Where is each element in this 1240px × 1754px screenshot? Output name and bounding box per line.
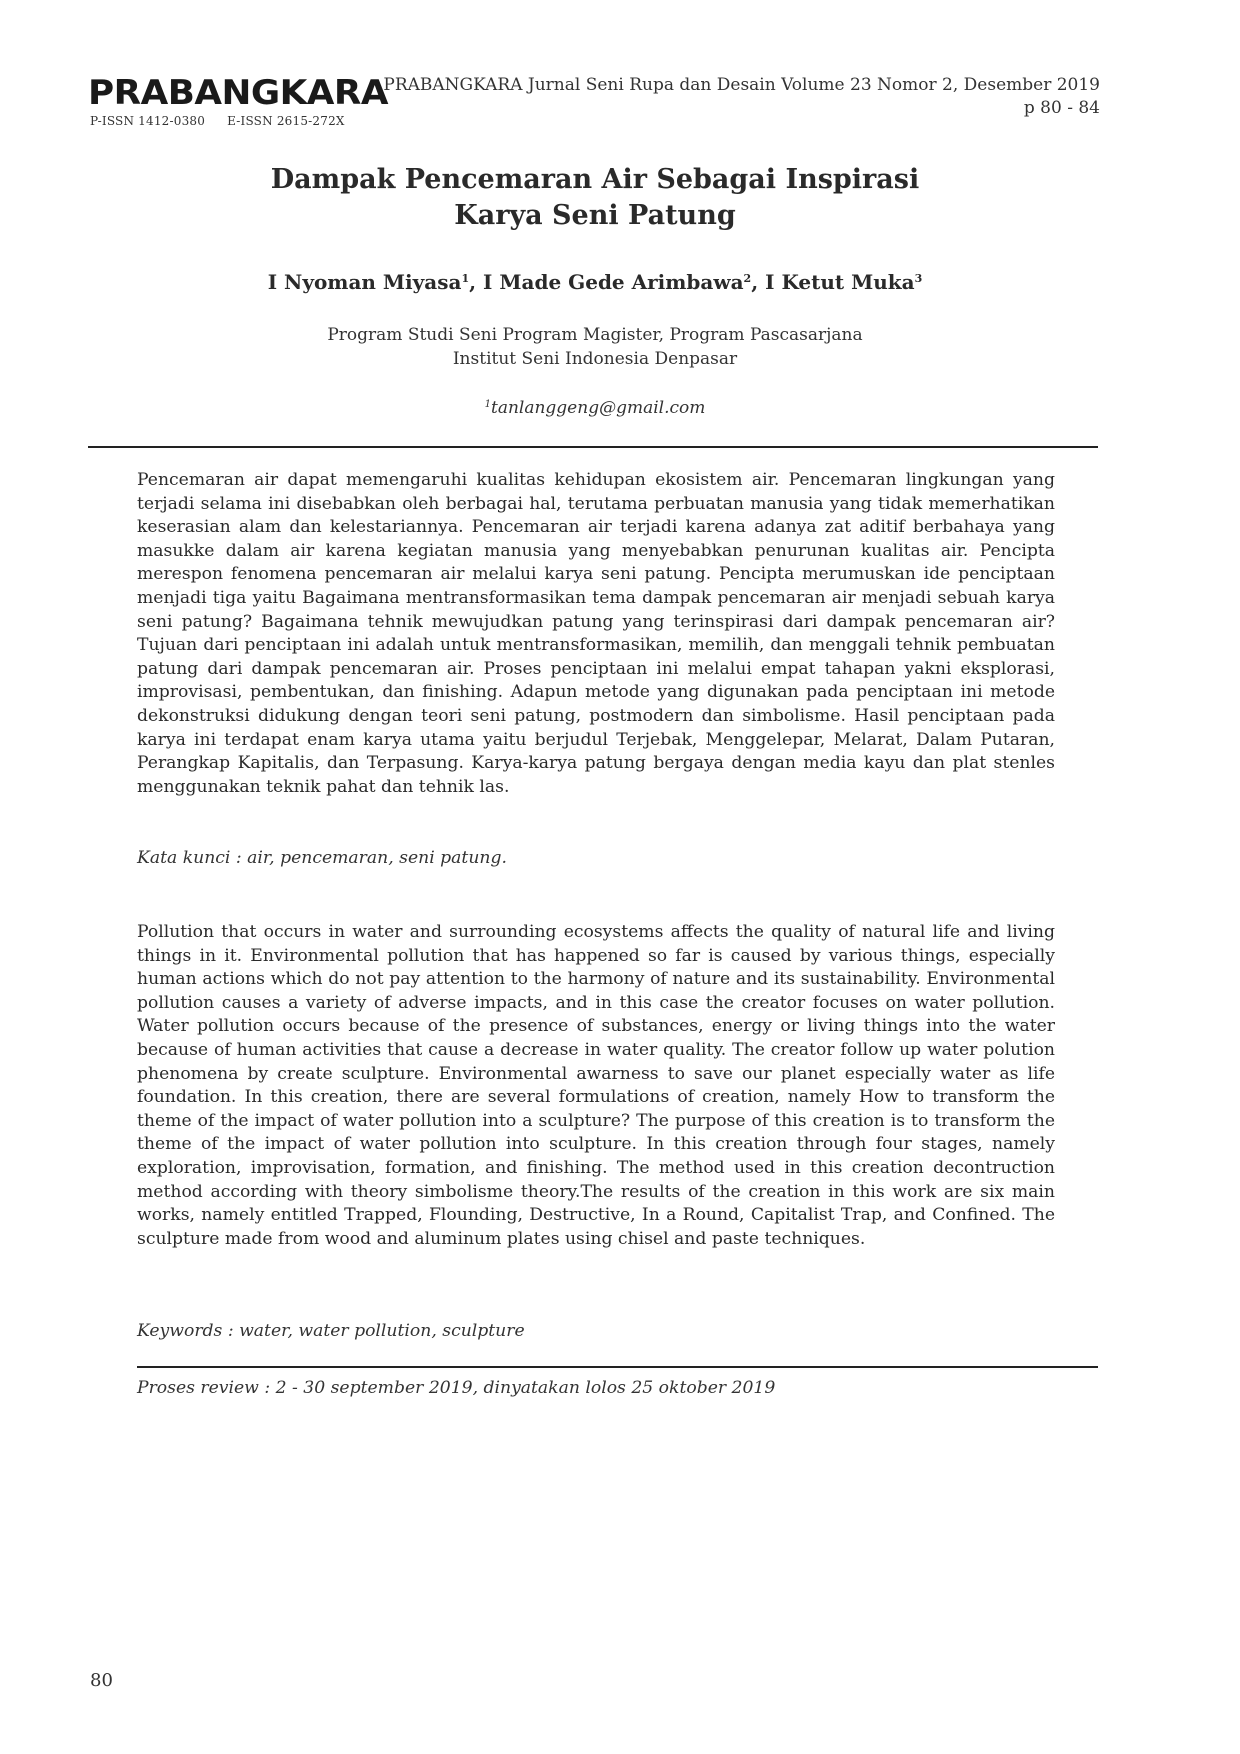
page-range: p 80 - 84 — [1023, 98, 1100, 118]
journal-logo: PRABANGKARA — [88, 73, 388, 113]
author-name: I Nyoman Miyasa — [267, 270, 462, 294]
affiliation-program: Program Studi Seni Program Magister, Program Pascasarjana — [327, 325, 863, 345]
page-number: 80 — [90, 1670, 113, 1691]
affiliation — [0, 323, 1190, 371]
author-affiliation-mark: 1 — [461, 272, 470, 285]
article-title — [0, 162, 1190, 234]
affiliation-institution: Institut Seni Indonesia Denpasar — [452, 349, 738, 369]
author-list: I Nyoman Miyasa$^1$, I Made Gede Arimbawa$^2$, I Ketut Muka$^3$ — [267, 270, 923, 294]
abstract-indonesian: Pencemaran air dapat memengaruhi kualitas kehidupan ekosistem air. Pencemaran lingkungan yang terjadi selama ini disebabkan oleh berbagai hal, terutama perbuatan manusia yang tidak memerhatikan keserasian alam dan kelestariannya. Pencemaran air terjadi karena adanya zat aditif berbahaya yang masukke dalam air karena kegiatan manusia yang menyebabkan penurunan kualitas air. Pencipta merespon fenomena pencemaran air melalui karya seni patung. Pencipta merumuskan ide penciptaan menjadi tiga yaitu Bagaimana mentransformasikan tema dampak pencemaran air menjadi sebuah karya seni patung? Bagaimana tehnik mewujudkan patung yang terinspirasi dari dampak pencemaran air? Tujuan dari penciptaan ini adalah untuk mentransformasikan, memilih, dan menggali tehnik pembuatan patung dari dampak pencemaran air. Proses penciptaan ini melalui empat tahapan yakni eksplorasi, improvisasi, pembentukan, dan finishing. Adapun metode yang digunakan pada penciptaan ini metode dekonstruksi didukung dengan teori seni patung, postmodern dan simbolisme. Hasil penciptaan pada karya ini terdapat enam karya utama yaitu berjudul Terjebak, Menggelepar, Melarat, Dalam Putaran, Perangkap Kapitalis, dan Terpasung. Karya-karya patung bergaya dengan media kayu dan plat stenles menggunakan teknik pahat dan tehnik las. — [137, 470, 1055, 797]
journal-citation: PRABANGKARA Jurnal Seni Rupa dan Desain Volume 23 Nomor 2, Desember 2019 — [383, 75, 1100, 95]
title-line-2: Karya Seni Patung — [454, 200, 736, 231]
p-issn: P-ISSN 1412-0380 — [90, 114, 206, 128]
correspondence-email — [0, 398, 1190, 418]
header-divider — [88, 446, 1098, 448]
footer-divider — [137, 1366, 1098, 1368]
keywords-indonesian: Kata kunci : air, pencemaran, seni patung. — [137, 848, 507, 868]
title-line-1: Dampak Pencemaran Air Sebagai Inspirasi — [270, 164, 920, 195]
abstract-english: Pollution that occurs in water and surrounding ecosystems affects the quality of natural life and living things in it. Environmental pollution that has happened so far is caused by various things, especially human actions which do not pay attention to the harmony of nature and its sustainability. Environmental pollution causes a variety of adverse impacts, and in this case the creator focuses on water pollution. Water pollution occurs because of the presence of substances, energy or living things into the water because of human activities that cause a decrease in water quality. The creator follow up water polution phenomena by create sculpture. Environmental awarness to save our planet especially water as life foundation. In this creation, there are several formulations of creation, namely How to transform the theme of the impact of water pollution into a sculpture? The purpose of this creation is to transform the theme of the impact of water pollution into sculpture. In this creation through four stages, namely exploration, improvisation, formation, and finishing. The method used in this creation decontruction method according with theory simbolisme theory.The results of the creation in this work are six main works, namely entitled Trapped, Flounding, Destructive, In a Round, Capitalist Trap, and Confined. The sculpture made from wood and aluminum plates using chisel and paste techniques. — [137, 922, 1055, 1249]
e-issn: E-ISSN 2615-272X — [227, 114, 345, 128]
keywords-english: Keywords : water, water pollution, sculpture — [137, 1321, 525, 1341]
author-name: I Ketut Muka — [765, 270, 915, 294]
author-name: I Made Gede Arimbawa — [483, 270, 744, 294]
email-address: tanlanggeng@gmail.com — [490, 398, 706, 418]
email-mark: 1 — [484, 399, 491, 410]
author-affiliation-mark: 2 — [743, 272, 752, 285]
review-note: Proses review : 2 - 30 september 2019, dinyatakan lolos 25 oktober 2019 — [137, 1378, 776, 1398]
journal-info — [383, 74, 1100, 120]
issn-line — [90, 114, 345, 128]
author-affiliation-mark: 3 — [914, 272, 923, 285]
